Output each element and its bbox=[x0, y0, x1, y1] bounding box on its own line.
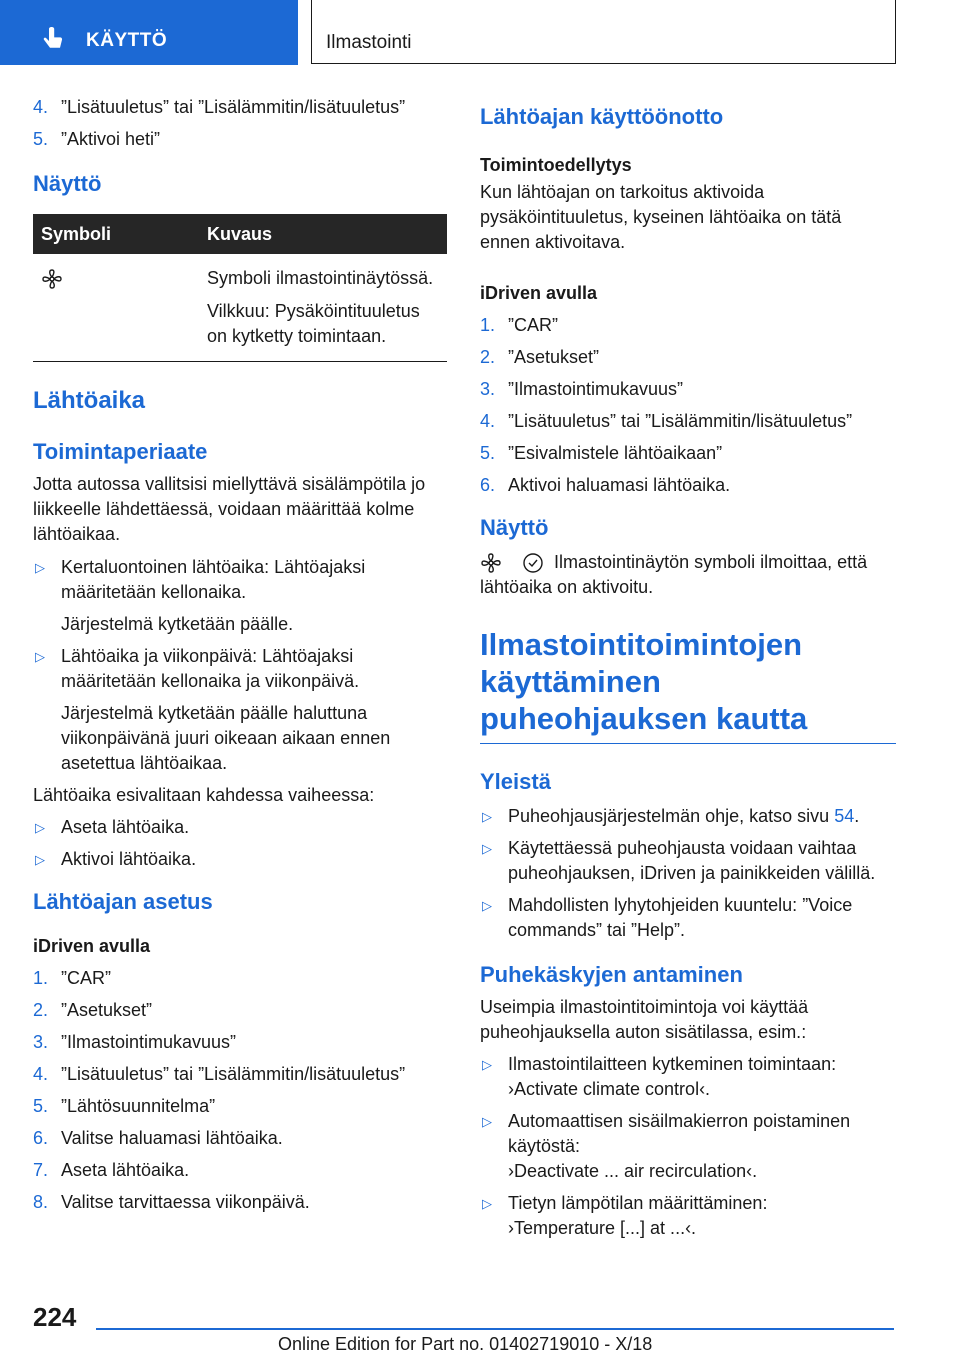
list-item: 4. ”Lisätuuletus” tai ”Lisälämmitin/lisätuuletus” bbox=[33, 1064, 406, 1084]
edition-text: Online Edition for Part no. 01402719010 - X/18 bbox=[278, 1334, 653, 1354]
section-label: KÄYTTÖ bbox=[86, 30, 168, 51]
list-item: 7. Aseta lähtöaika. bbox=[33, 1160, 190, 1180]
naytto-heading: Näyttö bbox=[480, 515, 549, 540]
fan-icon bbox=[480, 552, 502, 574]
list-item: 5. ”Esivalmistele lähtöaikaan” bbox=[480, 443, 723, 463]
list-item: ▷ Aktivoi lähtöaika. bbox=[35, 849, 197, 869]
list-item: 2. ”Asetukset” bbox=[480, 347, 600, 367]
list-item: ▷ Automaattisen sisäilmakierron poistaminen käytöstä: ›Deactivate ... air recirculation‹. bbox=[482, 1111, 851, 1181]
right-column bbox=[480, 95, 896, 1248]
list-item: 4. ”Lisätuuletus” tai ”Lisälämmitin/lisätuuletus” bbox=[480, 411, 853, 431]
list-item: 1. ”CAR” bbox=[33, 968, 111, 988]
footer-divider bbox=[96, 1328, 894, 1330]
steps-list bbox=[33, 966, 449, 1215]
hand-pointer-icon bbox=[40, 27, 66, 53]
paragraph: Kun lähtöajan on tarkoitus aktivoida pysäköintituuletus, kyseinen lähtöaika on tätä ennen aktivoitava. bbox=[480, 182, 842, 252]
list-item: 3. ”Ilmastointimukavuus” bbox=[480, 379, 684, 399]
idrive-label: iDriven avulla bbox=[33, 936, 151, 956]
puhe-heading: Puhekäskyjen antaminen bbox=[480, 962, 743, 987]
list-item: 5. ”Lähtösuunnitelma” bbox=[33, 1096, 216, 1116]
left-column bbox=[33, 95, 449, 1222]
top-steps bbox=[33, 95, 449, 152]
list-item: ▷ Ilmastointilaitteen kytkeminen toimintaan: ›Activate climate control‹. bbox=[482, 1054, 837, 1099]
list-item: 5. ”Aktivoi heti” bbox=[33, 129, 161, 149]
toimintaperiaate-heading: Toimintaperiaate bbox=[33, 439, 208, 464]
list-item: ▷ Mahdollisten lyhytohjeiden kuuntelu: ”Voice commands” tai ”Help”. bbox=[482, 895, 853, 940]
steps-list bbox=[480, 313, 896, 498]
paragraph: Ilmastointinäytön symboli ilmoittaa, että lähtöaika on aktivoitu. bbox=[480, 552, 868, 597]
table-cell-text: Vilkkuu: Pysäköintituuletus on kytketty toimintaan. bbox=[207, 301, 420, 346]
list-item: ▷ Aseta lähtöaika. bbox=[35, 817, 190, 837]
paragraph: Useimpia ilmastointitoimintoja voi käyttää puheohjauksella auton sisätilassa, esim.: bbox=[480, 997, 809, 1042]
lahtoaika-heading: Lähtöaika bbox=[33, 387, 146, 414]
section-tab bbox=[0, 0, 298, 65]
table-header-symbol: Symboli bbox=[33, 214, 199, 254]
list-item: 2. ”Asetukset” bbox=[33, 1000, 153, 1020]
table-cell-text: Symboli ilmastointinäytössä. bbox=[207, 268, 434, 288]
list-item: 4. ”Lisätuuletus” tai ”Lisälämmitin/lisätuuletus” bbox=[33, 97, 406, 117]
table-row bbox=[33, 254, 447, 362]
list-item: ▷ Käytettäessä puheohjausta voidaan vaihtaa puheohjauksen, iDriven ja painikkeiden välillä. bbox=[482, 838, 876, 883]
chapter-header bbox=[311, 0, 896, 64]
list-item: 1. ”CAR” bbox=[480, 315, 558, 335]
main-heading: Ilmastointitoimintojen käyttäminen puheohjauksen kautta bbox=[480, 626, 896, 744]
list-item: ▷ Tietyn lämpötilan määrittäminen: ›Temperature [...] at ...‹. bbox=[482, 1193, 768, 1238]
page-number: 224 bbox=[33, 1302, 77, 1332]
fan-icon bbox=[41, 268, 63, 290]
symbol-table bbox=[33, 214, 447, 362]
toimintoedellytys-label: Toimintoedellytys bbox=[480, 155, 632, 175]
chapter-title: Ilmastointi bbox=[326, 32, 412, 53]
kayttoonotto-heading: Lähtöajan käyttöönotto bbox=[480, 104, 724, 129]
page-link[interactable]: 54 bbox=[834, 806, 855, 826]
list-item: ▷ Lähtöaika ja viikonpäivä: Lähtöajaksi määritetään kellonaika ja viikonpäivä. Järjestelmä kytketään päälle haluttuna viikonpäivänä juuri oikeaan aikaan ennen asetettua lähtöaikaa. bbox=[35, 646, 391, 773]
clock-check-icon bbox=[522, 552, 544, 574]
paragraph: Lähtöaika esivalitaan kahdessa vaiheessa: bbox=[33, 785, 375, 805]
idrive-label: iDriven avulla bbox=[480, 283, 598, 303]
yleista-heading: Yleistä bbox=[480, 769, 551, 794]
list-item: 8. Valitse tarvittaessa viikonpäivä. bbox=[33, 1192, 310, 1212]
list-item: ▷ Puheohjausjärjestelmän ohje, katso sivu 54. bbox=[482, 806, 860, 826]
paragraph: Jotta autossa vallitsisi miellyttävä sisälämpötila jo liikkeelle lähdettäessä, voidaan määrittää kolme lähtöaikaa. bbox=[33, 474, 426, 544]
naytto-heading: Näyttö bbox=[33, 171, 102, 196]
table-header-description: Kuvaus bbox=[199, 214, 447, 254]
list-item: 6. Valitse haluamasi lähtöaika. bbox=[33, 1128, 283, 1148]
list-item: 6. Aktivoi haluamasi lähtöaika. bbox=[480, 475, 731, 495]
asetus-heading: Lähtöajan asetus bbox=[33, 889, 213, 914]
list-item: ▷ Kertaluontoinen lähtöaika: Lähtöajaksi määritetään kellonaika. Järjestelmä kytketään päälle. bbox=[35, 557, 366, 634]
list-item: 3. ”Ilmastointimukavuus” bbox=[33, 1032, 237, 1052]
